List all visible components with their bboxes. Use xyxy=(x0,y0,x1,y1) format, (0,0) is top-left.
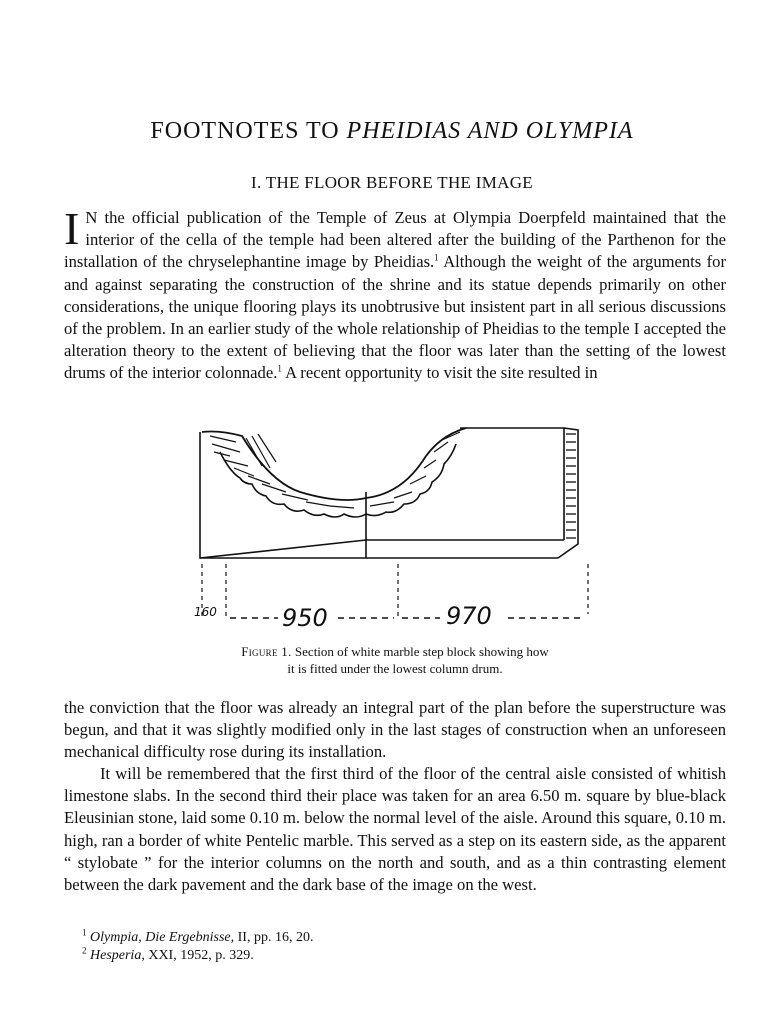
paragraph-3: It will be remembered that the first third of the floor of the central aisle consisted of whitish limestone slabs. In the second third their place was taken for an area 6.50 m. square by blue-black Eleusinian stone, laid some 0.10 m. below the normal level of the aisle. Around this square, 0.10 m. high, ran a border of white Pentelic marble. This served as a step on its eastern side, as the apparent “ stylobate ” for the interior columns on the north and south, and as a thin contrasting element between the dark pavement and the dark base of the image on the west. xyxy=(64,764,726,895)
footnote-2-ref: XXI, 1952, p. 329. xyxy=(144,948,254,963)
footnote-2 xyxy=(82,947,722,965)
footnote-ref: 1 xyxy=(277,363,282,374)
section-heading: I. THE FLOOR BEFORE THE IMAGE xyxy=(251,173,533,192)
caption-label: Figure 1. xyxy=(241,644,292,659)
title-italic: PHEIDIAS AND OLYMPIA xyxy=(346,118,634,144)
paragraph-1 xyxy=(64,203,726,385)
title-plain: FOOTNOTES TO xyxy=(150,118,347,144)
drop-cap: I xyxy=(64,203,80,254)
footnote-number: 2 xyxy=(82,945,87,956)
paragraph-1-text-b: Although the weight of the arguments for and against separating the construction of the shrine and its statue depends primarily on other considerations, the unique flooring plays its unobtrusive but insistent part in all serious discussions of the problem. In an earlier study of the whole relationship of Pheidias to the temple I accepted the alteration theory to the extent of believing that the floor was later than the setting of the lowest drums of the interior colonnade. xyxy=(64,252,726,383)
dimension-970: 970 xyxy=(446,602,492,630)
footnote-number: 1 xyxy=(82,927,87,938)
figure-step-block xyxy=(190,422,600,634)
footnote-1-ref: II, pp. 16, 20. xyxy=(234,930,314,945)
paragraph-2: the conviction that the floor was already an integral part of the plan before the superstructure was begun, and that it was slightly modified only in the last stages of construction when an unforeseen mechanical difficulty rose during its installation. xyxy=(64,698,726,762)
dimension-950: 950 xyxy=(282,604,328,632)
step-block-drawing xyxy=(190,422,600,634)
paragraph-1-text-c: A recent opportunity to visit the site resulted in xyxy=(281,363,598,383)
page-title xyxy=(0,118,784,145)
dimension-160: 160 xyxy=(194,605,217,619)
caption-text-a: Section of white marble step block showing how xyxy=(291,644,549,659)
footnote-1 xyxy=(82,929,722,947)
caption-line-2: it is fitted under the lowest column drum. xyxy=(287,661,503,676)
footnote-ref: 1 xyxy=(434,252,439,263)
end-hatching xyxy=(566,434,576,538)
figure-caption xyxy=(180,643,610,677)
footnotes xyxy=(82,929,722,965)
block-bottom-edge xyxy=(200,540,564,558)
block-top-edge xyxy=(460,428,564,540)
footnote-1-source: Olympia, Die Ergebnisse, xyxy=(90,930,235,945)
footnote-2-source: Hesperia, xyxy=(90,948,145,963)
dimension-ticks xyxy=(202,564,588,618)
paragraph-1-text-a: N the official publication of the Temple of Zeus at Olympia Doerpfeld maintained that the interior of the cella of the temple had been altered after the building of the Parthenon for the installation of the chryselephantine image by Pheidias. xyxy=(64,208,726,272)
caption-line-1 xyxy=(180,643,610,660)
